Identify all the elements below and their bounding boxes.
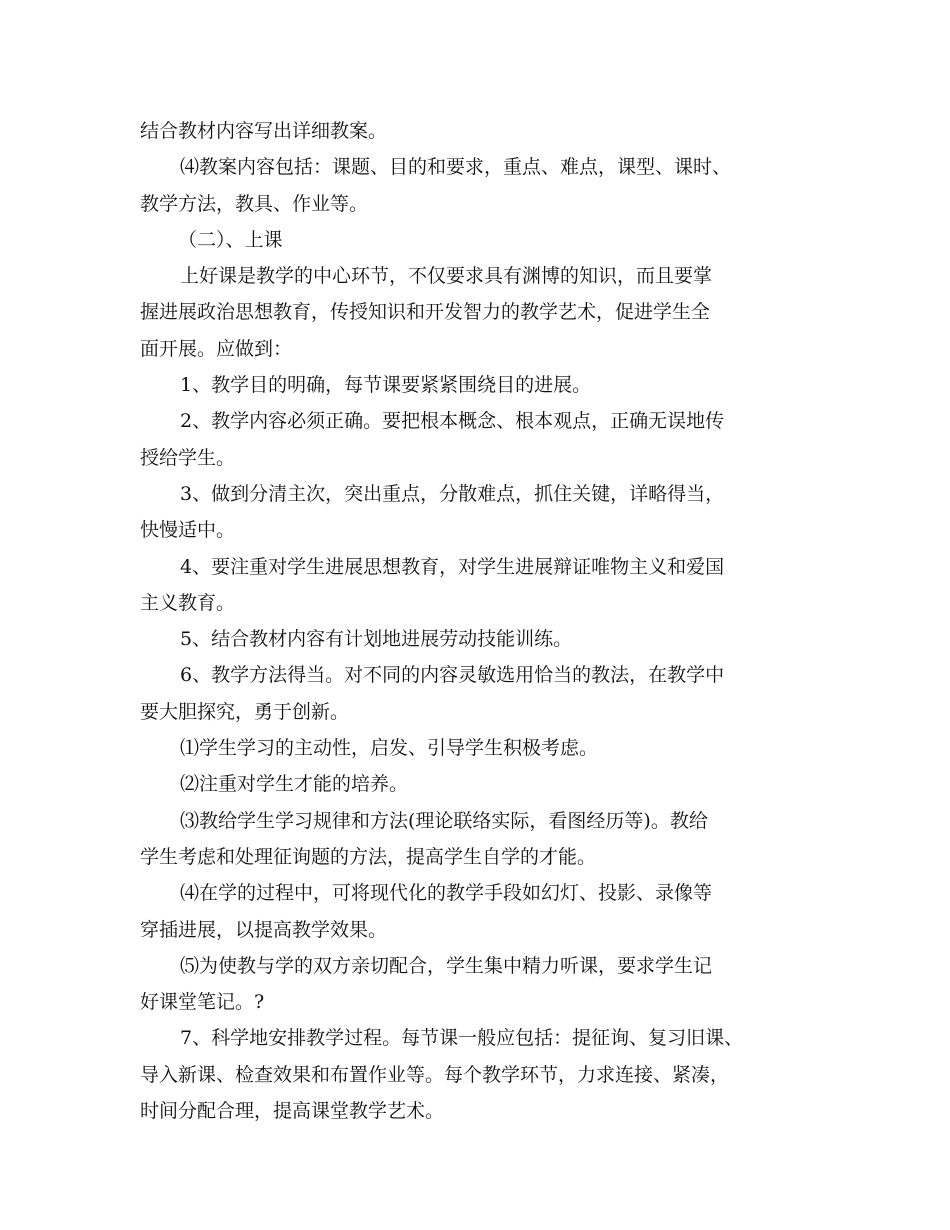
- text-line: 3、做到分清主次，突出重点，分散难点，抓住关键，详略得当，: [180, 482, 725, 505]
- text-line: 穿插进展，以提高教学效果。: [140, 918, 388, 941]
- text-line: 握进展政治思想教育，传授知识和开发智力的教学艺术，促进学生全: [140, 301, 711, 324]
- text-line: 教学方法，教具、作业等。: [140, 192, 369, 215]
- text-line: 学生考虑和处理征询题的方法，提高学生自学的才能。: [140, 845, 597, 868]
- text-line: 主义教育。: [140, 591, 236, 614]
- text-line: 上好课是教学的中心环节，不仅要求具有渊博的知识，而且要掌: [180, 265, 713, 288]
- text-line: 要大胆探究，勇于创新。: [140, 700, 350, 723]
- text-line: 结合教材内容写出详细教案。: [140, 120, 388, 142]
- text-line: ⑷教案内容包括：课题、目的和要求，重点、难点，课型、课时、: [180, 156, 732, 179]
- text-line: ⑵注重对学生才能的培养。: [180, 773, 409, 796]
- text-line: 5、结合教材内容有计划地进展劳动技能训练。: [180, 628, 573, 651]
- text-line: 好课堂笔记。?: [140, 991, 265, 1014]
- text-line: ⑸为使教与学的双方亲切配合，学生集中精力听课，要求学生记: [180, 954, 713, 977]
- text-line: 时间分配合理，提高课堂教学艺术。: [140, 1100, 445, 1123]
- text-line: 4、要注重对学生进展思想教育，对学生进展辩证唯物主义和爱国: [180, 555, 725, 578]
- text-line: 快慢适中。: [140, 519, 236, 542]
- text-line: 导入新课、检查效果和布置作业等。每个教学环节，力求连接、紧凑，: [140, 1063, 730, 1086]
- text-line: 授给学生。: [140, 446, 236, 469]
- text-line: ⑴学生学习的主动性，启发、引导学生积极考虑。: [180, 737, 599, 760]
- text-line: 7、科学地安排教学过程。每节课一般应包括：提征询、复习旧课、: [180, 1027, 744, 1050]
- text-line: 2、教学内容必须正确。要把根本概念、根本观点，正确无误地传: [180, 410, 725, 433]
- section-heading: （二）、上课: [178, 228, 283, 251]
- text-line: ⑷在学的过程中，可将现代化的教学手段如幻灯、投影、录像等: [180, 882, 713, 905]
- text-line: 面开展。应做到：: [140, 337, 293, 360]
- text-line: 1、教学目的明确，每节课要紧紧围绕目的进展。: [180, 374, 592, 397]
- body-text: [140, 113, 830, 1129]
- text-line: ⑶教给学生学习规律和方法(理论联络实际，看图经历等)。教给: [180, 809, 708, 832]
- text-line: 6、教学方法得当。对不同的内容灵敏选用恰当的教法，在教学中: [180, 664, 725, 687]
